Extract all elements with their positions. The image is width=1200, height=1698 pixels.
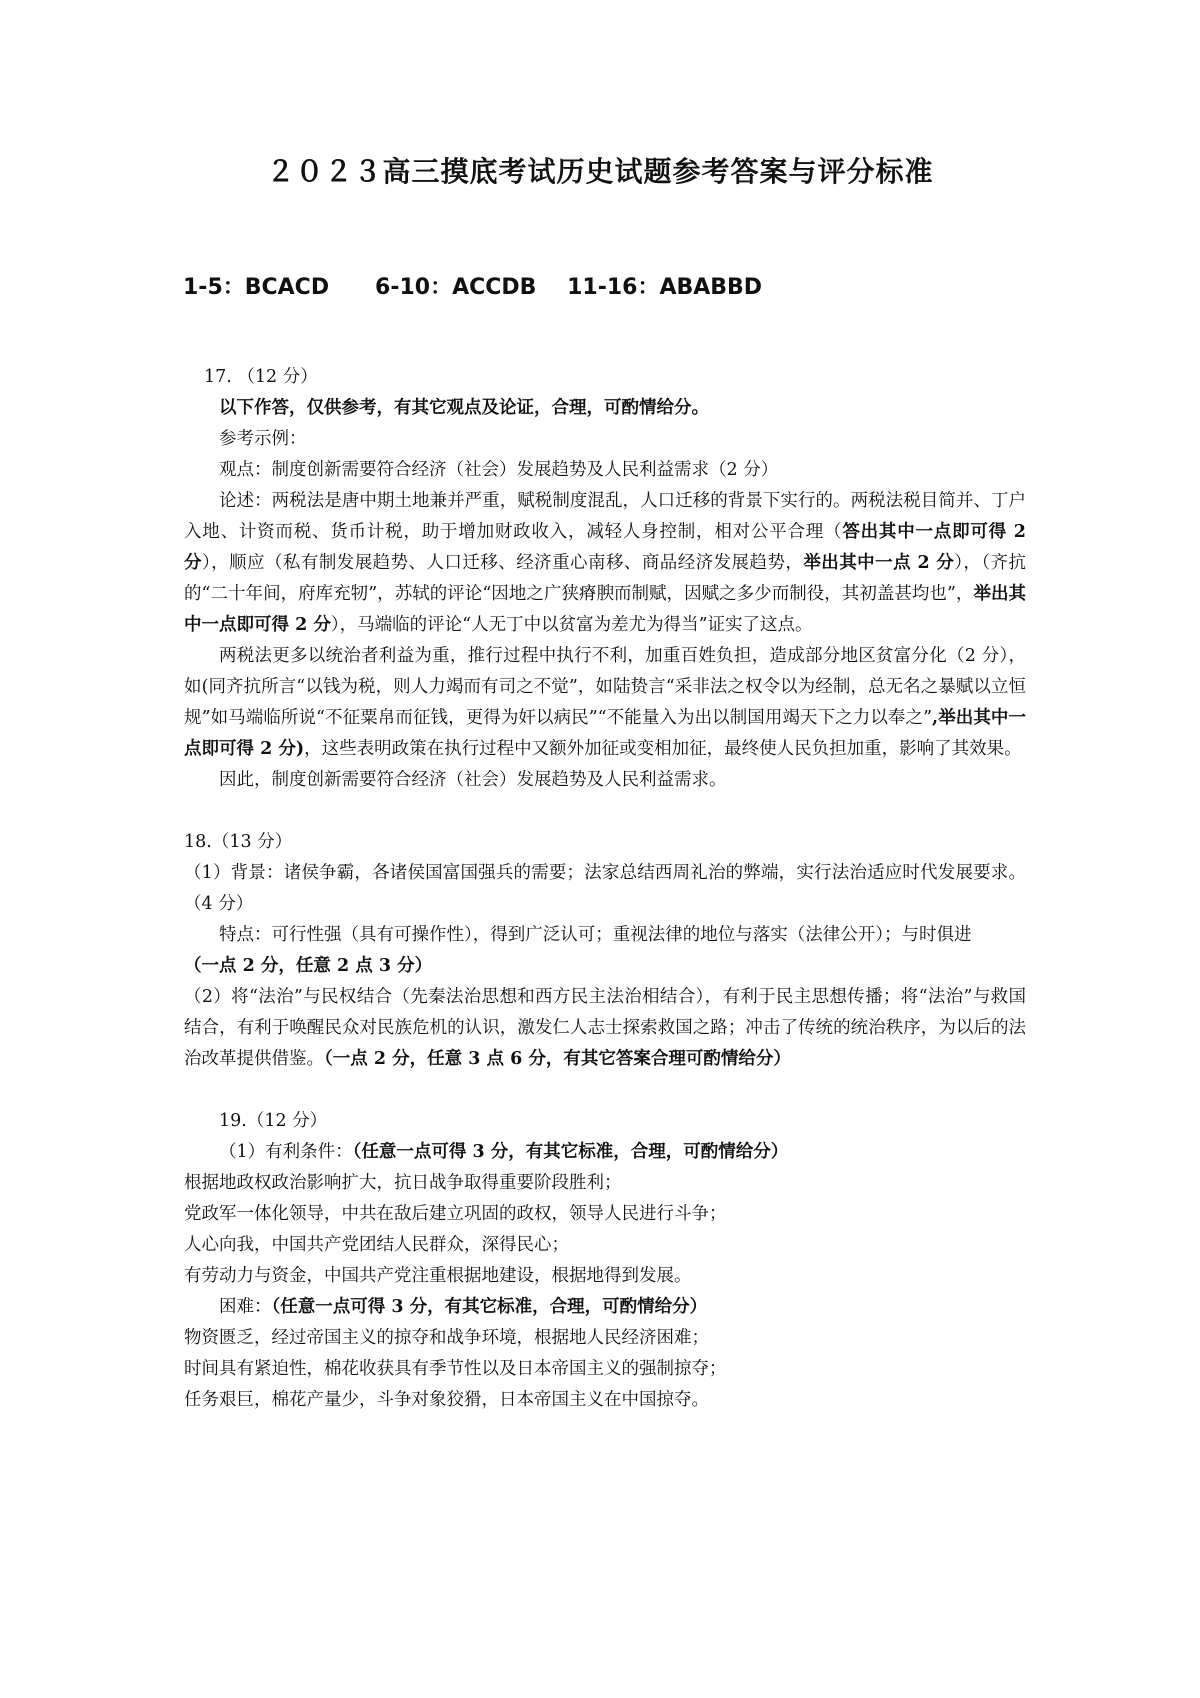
q17-p2-text-a: 两税法更多以统治者利益为重，推行过程中执行不利，加重百姓负担，造成部分地区贫富分化（2 分），如(同齐抗所言“以钱为税，则人力竭而有司之不觉”，如陆贽言“采非法之权令以为经制，总无名之暴赋以立恒规”如马端临所说“不征粟帛而征钱，更得为奸以病民”“不能量入为出以制国用竭天下之力以奉之” <box>184 646 1026 728</box>
q17-header <box>184 362 1026 393</box>
list-item: 物资匮乏，经过帝国主义的掠夺和战争环境，根据地人民经济困难； <box>184 1328 709 1348</box>
list-item: 党政军一体化领导，中共在敌后建立巩固的政权，领导人民进行斗争； <box>184 1204 727 1224</box>
q17-p1-text-a: 论述：两税法是唐中期土地兼并严重，赋税制度混乱，人口迁移的背景下实行的。两税法税目简并、丁户入地、计资而税、货币计税，助于增加财政收入，减轻人身控制，相对公平合理（ <box>184 491 1026 542</box>
q17-note: 以下作答，仅供参考，有其它观点及论证，合理，可酌情给分。 <box>219 398 709 418</box>
q19-conditions-heading <box>184 1137 1026 1168</box>
q19-difficulties-label: 困难： <box>219 1297 272 1317</box>
q17-p2-score: ,举出其中一点即可得 2 分) <box>184 708 1027 759</box>
q17-p1-score-3: 举出其中一点即可得 2 分 <box>184 584 1026 635</box>
list-item: 有劳动力与资金，中国共产党注重根据地建设，根据地得到发展。 <box>184 1266 692 1286</box>
q19-difficulties-heading <box>184 1292 1026 1323</box>
answer-body <box>184 362 1026 1416</box>
q18-header-text: 18.（13 分） <box>184 832 293 852</box>
q18-part1-score: （一点 2 分，任意 2 点 3 分） <box>184 956 433 976</box>
list-item: 人心向我，中国共产党团结人民群众，深得民心； <box>184 1235 569 1255</box>
q18-header <box>184 827 1026 858</box>
q18-part2 <box>184 982 1026 1075</box>
q18-part2-text: （2）将“法治”与民权结合（先秦法治思想和西方民主法治相结合），有利于民主思想传播；将“法治”与救国结合，有利于唤醒民众对民族危机的认识，激发仁人志士探索救国之路；冲击了传统的统治秩序，为以后的法治改革提供借鉴。 <box>184 987 1026 1069</box>
q17-p1-score-1: 答出其中一点即可得 2 分 <box>184 522 1026 573</box>
q17-p1-text-d: ），（齐抗的“二十年间，府库充牣”，苏轼的评论“因地之广狭瘠腴而制赋，因赋之多少而制役，其初盖甚均也”， <box>184 553 1026 604</box>
q19-difficulties-score: （任意一点可得 3 分，有其它标准，合理，可酌情给分） <box>271 1297 708 1317</box>
q17-p2-text-c: ，这些表明政策在执行过程中又额外加征或变相加征，最终使人民负担加重，影响了其效果。 <box>304 739 1022 759</box>
q17-viewpoint: 观点：制度创新需要符合经济（社会）发展趋势及人民利益需求（2 分） <box>219 460 779 480</box>
q17-p1-text-e: ），马端临的评论“人无丁中以贫富为差尤为得当”证实了这点。 <box>330 615 813 635</box>
list-item: 时间具有紧迫性，棉花收获具有季节性以及日本帝国主义的强制掠夺； <box>184 1359 727 1379</box>
q17-p1-text-c: ），顺应（私有制发展趋势、人口迁移、经济重心南移、商品经济发展趋势， <box>201 553 804 573</box>
page-title: ２０２３高三摸底考试历史试题参考答案与评分标准 <box>266 155 934 188</box>
q17-p1-score-2: 举出其中一点 2 分 <box>803 553 955 573</box>
q17-conclusion: 因此，制度创新需要符合经济（社会）发展趋势及人民利益需求。 <box>219 770 727 790</box>
q17-header-text: 17. （12 分） <box>204 367 318 387</box>
list-item: 根据地政权政治影响扩大，抗日战争取得重要阶段胜利； <box>184 1173 622 1193</box>
q19-conditions-score: （任意一点可得 3 分，有其它标准，合理，可酌情给分） <box>352 1142 789 1162</box>
q19-conditions-label: （1）有利条件： <box>219 1142 353 1162</box>
q18-part1-background: （1）背景：诸侯争霸，各诸侯国富国强兵的需要；法家总结西周礼治的弊端，实行法治适应时代发展要求。（4 分） <box>184 863 1026 914</box>
q17-example-label: 参考示例： <box>219 429 307 449</box>
q19-header: 19.（12 分） <box>219 1111 328 1131</box>
q17-paragraph-2 <box>184 641 1026 765</box>
q17-paragraph-1 <box>184 486 1026 641</box>
q18-part2-score: （一点 2 分，任意 3 点 6 分，有其它答案合理可酌情给分） <box>324 1049 791 1069</box>
multiple-choice-answers: 1-5：BCACD 6-10：ACCDB 11-16：ABABBD <box>183 275 763 300</box>
list-item: 任务艰巨，棉花产量少，斗争对象狡猾，日本帝国主义在中国掠夺。 <box>184 1390 709 1410</box>
q18-part1-features: 特点：可行性强（具有可操作性），得到广泛认可；重视法律的地位与落实（法律公开）；与时俱进 <box>219 925 972 945</box>
